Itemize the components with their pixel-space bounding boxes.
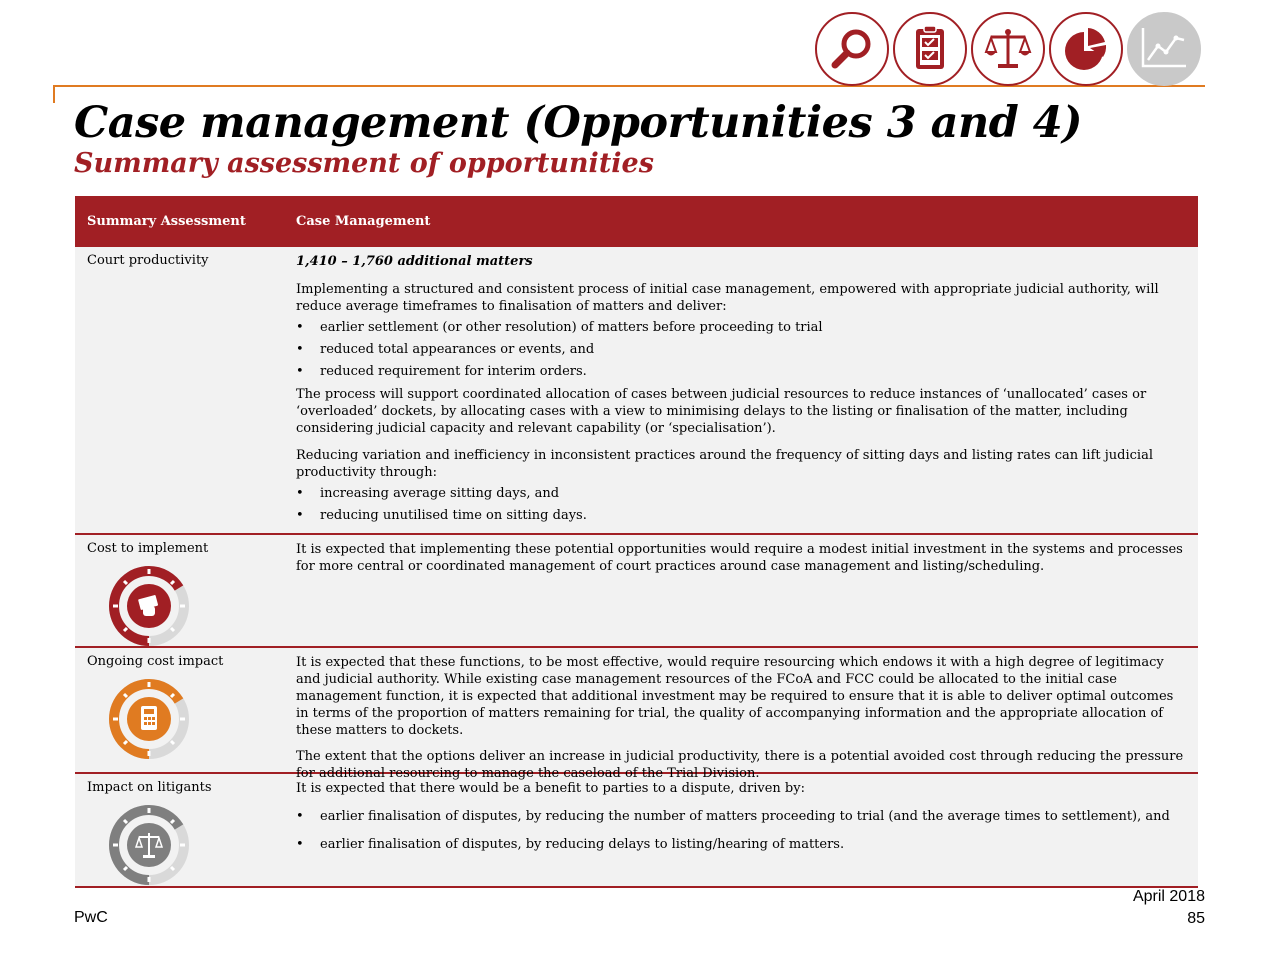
table-row-court-productivity: [75, 247, 1198, 535]
page-number: 85: [1187, 910, 1205, 927]
row-content: [284, 774, 1198, 886]
table-row-ongoing-cost-impact: [75, 648, 1198, 781]
row-content: [284, 648, 1198, 781]
paragraph: The extent that the options deliver an increase in judicial productivity, there is a potential avoided cost through reducing the pressure for additional resourcing to manage the caseload of the Trial Division.: [296, 749, 1184, 781]
table-row-impact-on-litigants: [75, 774, 1198, 888]
row-label-cell: [75, 535, 284, 646]
headline-value: 1,410 – 1,760 additional matters: [296, 254, 533, 269]
row-content: [284, 535, 1198, 646]
paragraph: Reducing variation and inefficiency in inconsistent practices around the frequency of sitting days and listing rates can lift judicial productivity through:: [296, 448, 1153, 480]
table-header-row: [75, 196, 1198, 247]
page-subtitle: Summary assessment of opportunities: [74, 148, 654, 179]
money-hand-icon: [107, 564, 191, 648]
row-label: Cost to implement: [87, 541, 209, 556]
trend-line-icon: [1127, 12, 1201, 86]
row-label-cell: [75, 774, 284, 886]
paragraph: It is expected that there would be a benefit to parties to a dispute, driven by:: [296, 781, 805, 796]
header-rule-tick: [53, 85, 55, 103]
list-item: • reduced total appearances or events, and: [296, 341, 1186, 358]
paragraph: It is expected that these functions, to be most effective, would require resourcing which endows it with a high degree of legitimacy and judicial authority. While existing case management resources of the FCoA and FCC could be allocated to the initial case management function, it is expected that additional investment may be required to ensure that it is able to deliver optimal outcomes in terms of the proportion of matters remaining for trial, the quality of accompanying information and the appropriate allocation of these matters to dockets.: [296, 655, 1174, 738]
pie-chart-icon: [1049, 12, 1123, 86]
scales-icon: [107, 803, 191, 887]
magnifier-icon: [815, 12, 889, 86]
bullet-list: [296, 319, 1186, 380]
bullet-list: [296, 808, 1186, 853]
header-summary-assessment: Summary Assessment: [87, 214, 246, 229]
list-item: • increasing average sitting days, and: [296, 485, 1186, 502]
list-item: • reducing unutilised time on sitting days.: [296, 507, 1186, 524]
header-case-management: Case Management: [296, 214, 431, 229]
row-content: [284, 247, 1198, 533]
table-row-cost-to-implement: [75, 535, 1198, 648]
footer-info: [1133, 886, 1205, 930]
paragraph: It is expected that implementing these potential opportunities would require a modest initial investment in the systems and processes for more central or coordinated management of court practices around case management and listing/scheduling.: [296, 542, 1183, 574]
checklist-clipboard-icon: [893, 12, 967, 86]
calculator-icon: [107, 677, 191, 761]
list-item: • earlier finalisation of disputes, by reducing the number of matters proceeding to trial (and the average times to settlement), and: [296, 808, 1186, 825]
list-item: • earlier settlement (or other resolution) of matters before proceeding to trial: [296, 319, 1186, 336]
row-label-cell: [75, 648, 284, 772]
scales-of-justice-icon: [971, 12, 1045, 86]
bullet-list: [296, 485, 1186, 524]
row-label: Court productivity: [87, 253, 209, 268]
row-label: Ongoing cost impact: [87, 654, 224, 669]
page-title: Case management (Opportunities 3 and 4): [74, 98, 1083, 148]
paragraph: Implementing a structured and consistent process of initial case management, empowered with appropriate judicial authority, will reduce average timeframes to finalisation of matters and deliver:: [296, 282, 1159, 314]
assessment-table: [75, 196, 1198, 888]
list-item: • earlier finalisation of disputes, by reducing delays to listing/hearing of matters.: [296, 836, 1186, 853]
footer-brand: PwC: [74, 909, 108, 926]
list-item: • reduced requirement for interim orders.: [296, 363, 1186, 380]
paragraph: The process will support coordinated allocation of cases between judicial resources to reduce instances of ‘unallocated’ cases or ‘overloaded’ dockets, by allocating cases with a view to minimising delays to the listing or finalisation of the matter, including considering judicial capacity and relevant capability (or ‘specialisation’).: [296, 387, 1147, 436]
footer-date: April 2018: [1132, 888, 1205, 905]
section-icon-bar: [815, 12, 1201, 86]
row-label: Impact on litigants: [87, 780, 212, 795]
